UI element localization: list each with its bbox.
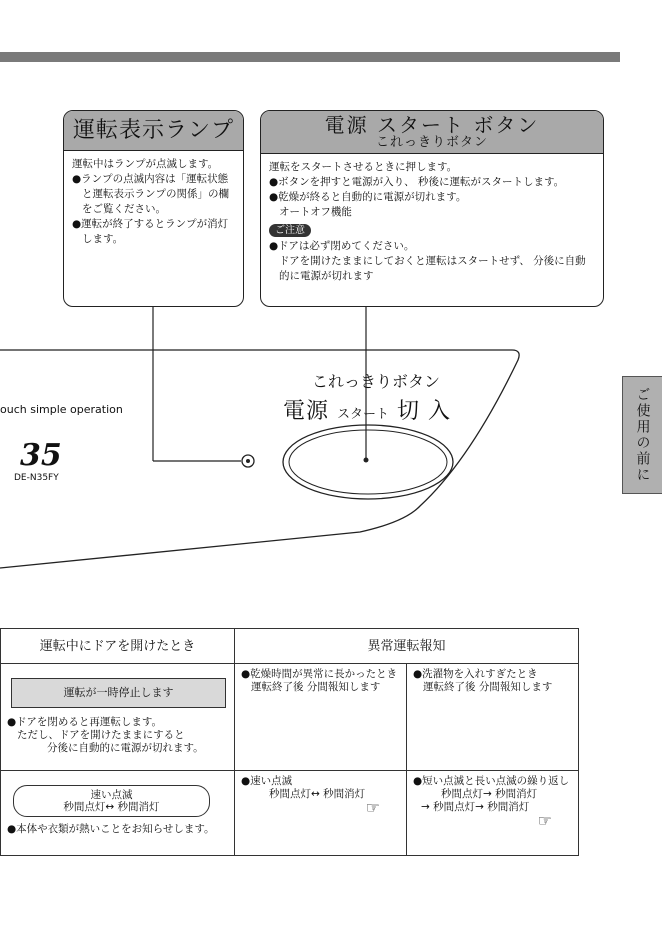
lamp-callout-bullet: ●ランプの点滅内容は「運転状態と運転表示ランプの関係」の欄をご覧ください。	[72, 173, 229, 215]
table-text: ●本体や衣類が熱いことをお知らせします。	[7, 823, 215, 835]
button-label-korekkiri: これっきりボタン	[312, 372, 441, 391]
lamp-callout	[63, 110, 244, 307]
caution-badge: ご注意	[269, 224, 311, 237]
table-text: 秒間点灯→ 秒間消灯	[441, 788, 538, 800]
power-callout-intro: 運転をスタートさせるときに押します。	[269, 161, 458, 173]
panel-outline	[0, 350, 519, 568]
table-text: 速い点滅	[90, 789, 133, 801]
lamp-callout-title: 運転表示ランプ	[64, 111, 243, 151]
start-button-dot	[364, 458, 369, 463]
indicator-lamp-dot	[246, 459, 250, 463]
table-row	[1, 664, 579, 771]
power-callout-title: 電源 スタート ボタン	[324, 113, 540, 137]
table-row	[1, 771, 579, 856]
power-callout-bullet: ●乾燥が終ると自動的に電源が切れます。	[269, 191, 467, 203]
table-text: 秒間点灯↔ 秒間消灯	[63, 801, 160, 813]
button-label-power	[283, 394, 451, 425]
pointing-hand-icon: ☞	[365, 798, 380, 817]
caution-text: ●ドアは必ず閉めてください。	[269, 240, 415, 252]
brand-text: ouch simple operation	[0, 403, 123, 416]
start-button-inner	[289, 430, 447, 494]
status-table	[0, 628, 579, 856]
table-header-alert: 異常運転報知	[235, 629, 579, 664]
table-text: ●ドアを閉めると再運転します。	[7, 716, 163, 728]
pointing-hand-icon: ☞	[537, 811, 553, 830]
control-panel	[0, 300, 662, 570]
table-text: ●速い点滅	[241, 775, 293, 787]
caution-text: ドアを開けたままにしておくと運転はスタートせず、 分後に自動的に電源が切れます	[279, 255, 586, 282]
lamp-callout-bullet: ●運転が終了するとランプが消灯します。	[72, 218, 229, 245]
side-tab: ご使用の前に	[622, 376, 662, 494]
table-text: ●洗濯物を入れすぎたとき	[413, 668, 538, 680]
table-text: ●短い点滅と長い点滅の繰り返し	[413, 775, 570, 787]
auto-off-note: オートオフ機能	[279, 206, 352, 218]
table-text: ただし、ドアを開けたままにすると	[17, 729, 185, 741]
start-label: スタート	[337, 407, 390, 422]
model-number: 35	[20, 438, 62, 473]
pause-box: 運転が一時停止します	[11, 678, 226, 708]
power-label: 電源	[283, 399, 330, 424]
table-text: 分後に自動的に電源が切れます。	[47, 742, 204, 754]
table-text: 秒間点灯↔ 秒間消灯	[269, 788, 366, 800]
power-button-callout	[260, 110, 604, 307]
start-button	[283, 425, 453, 499]
fast-blink-pill	[13, 785, 210, 817]
off-on-label: 切 入	[397, 399, 452, 424]
power-callout-bullet: ●ボタンを押すと電源が入り、 秒後に運転がスタートします。	[269, 176, 565, 188]
table-text: 運転終了後 分間報知します	[423, 681, 553, 693]
table-text: ●乾燥時間が異常に長かったとき	[241, 668, 398, 680]
table-text: → 秒間点灯→ 秒間消灯	[421, 801, 530, 813]
header-bar	[0, 52, 620, 62]
lamp-callout-intro: 運転中はランプが点滅します。	[72, 158, 219, 170]
table-header-door-open: 運転中にドアを開けたとき	[1, 629, 235, 664]
table-text: 運転終了後 分間報知します	[251, 681, 381, 693]
model-name: DE-N35FY	[14, 473, 59, 483]
power-callout-subtitle: これっきりボタン	[375, 135, 488, 150]
